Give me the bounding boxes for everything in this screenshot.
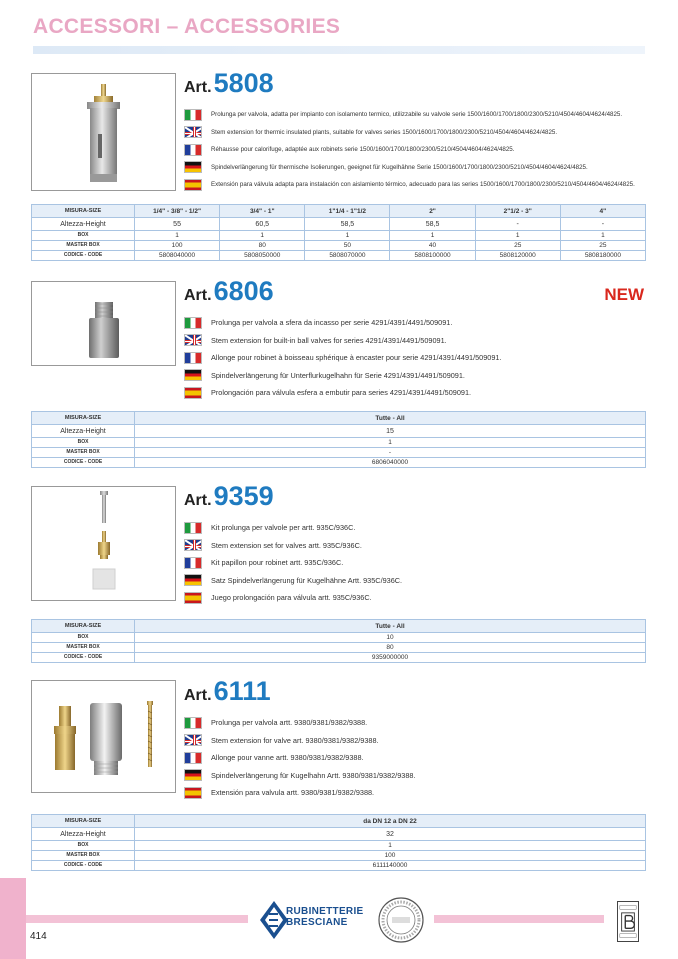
b-group-logo-icon xyxy=(617,901,639,942)
description-text: Spindelverlängerung für thermische Isolierungen, geeignet für Kugelhähne Serie 1500/1600/1700/1800/2300/5210/4504/4604/4624/4825. xyxy=(211,163,588,171)
art-label: Art. xyxy=(184,687,212,704)
table-cell: 4" xyxy=(560,205,645,218)
table-header-row xyxy=(32,815,646,828)
description-text: Prolongación para válvula esfera a embutir para series 4291/4391/4491/509091. xyxy=(211,388,472,398)
table-cell: BOX xyxy=(32,231,135,241)
new-badge: NEW xyxy=(604,285,644,304)
description-list xyxy=(184,519,402,607)
fr-flag-icon xyxy=(184,752,202,764)
description-row-de xyxy=(184,767,415,785)
table-cell: 5808050000 xyxy=(220,251,305,261)
description-text: Kit papillon pour robinet artt. 935C/936C. xyxy=(211,558,344,568)
es-flag-icon xyxy=(184,387,202,399)
description-text: Prolunga per valvola artt. 9380/9381/9382/9388. xyxy=(211,718,368,728)
de-flag-icon xyxy=(184,769,202,781)
table-cell: 100 xyxy=(135,851,646,861)
description-row-es xyxy=(184,176,635,194)
table-row xyxy=(32,861,646,871)
table-cell: 1 xyxy=(135,438,646,448)
table-row xyxy=(32,458,646,468)
table-cell: 1 xyxy=(475,231,560,241)
description-text: Allonge pour robinet à boisseau sphérique à encaster pour serie 4291/4391/4491/509091. xyxy=(211,353,502,363)
table-row xyxy=(32,438,646,448)
product-image-6806 xyxy=(31,281,176,366)
table-cell: MASTER BOX xyxy=(32,643,135,653)
table-cell: 2"1/2 - 3" xyxy=(475,205,560,218)
table-cell: MASTER BOX xyxy=(32,241,135,251)
table-row xyxy=(32,425,646,438)
table-cell: BOX xyxy=(32,841,135,851)
es-flag-icon xyxy=(184,787,202,799)
spec-table-9359 xyxy=(31,619,646,663)
article-number: 6806 xyxy=(213,276,274,306)
description-text: Stem extension for valve art. 9380/9381/9382/9388. xyxy=(211,735,379,745)
description-row-it xyxy=(184,314,501,332)
description-row-de xyxy=(184,367,501,385)
table-cell: BOX xyxy=(32,438,135,448)
it-flag-icon xyxy=(184,317,202,329)
description-row-it xyxy=(184,714,415,732)
uk-flag-icon xyxy=(184,734,202,746)
description-text: Prolunga per valvola, adatta per impianto con isolamento termico, utilizzabile su valvole serie 1500/1600/1700/1800/2300/5210/4504/4604/4624/4825. xyxy=(211,111,623,119)
table-cell: CODICE - CODE xyxy=(32,861,135,871)
table-cell: MISURA-SIZE xyxy=(32,205,135,218)
article-title xyxy=(184,676,271,707)
table-cell: - xyxy=(475,218,560,231)
table-cell: - xyxy=(560,218,645,231)
description-text: Spindelverlängerung für Kugelhahn Artt. 9380/9381/9382/9388. xyxy=(211,770,416,780)
table-cell: MISURA-SIZE xyxy=(32,412,135,425)
description-row-it xyxy=(184,519,402,537)
table-cell: CODICE - CODE xyxy=(32,251,135,261)
table-cell: MASTER BOX xyxy=(32,448,135,458)
fr-flag-icon xyxy=(184,352,202,364)
table-cell: - xyxy=(135,448,646,458)
description-row-en xyxy=(184,332,501,350)
description-row-fr xyxy=(184,141,635,159)
table-cell: 1"1/4 - 1"1/2 xyxy=(305,205,390,218)
table-cell: Altezza-Height xyxy=(32,218,135,231)
table-cell: Altezza-Height xyxy=(32,425,135,438)
spec-table-6806 xyxy=(31,411,646,468)
description-row-de xyxy=(184,572,402,590)
footer-stripe-right xyxy=(434,915,604,923)
description-row-it xyxy=(184,106,635,124)
brand-line-1: RUBINETTERIE xyxy=(286,906,364,917)
uk-flag-icon xyxy=(184,126,202,138)
description-text: Stem extension for thermic insulated plants, suitable for valves series 1500/1600/1700/1800/2300/5210/4504/4604/4624/4825. xyxy=(211,128,558,136)
table-row xyxy=(32,241,646,251)
it-flag-icon xyxy=(184,109,202,121)
es-flag-icon xyxy=(184,179,202,191)
art-label: Art. xyxy=(184,492,212,509)
table-cell: 80 xyxy=(135,643,646,653)
table-cell: 2" xyxy=(390,205,475,218)
table-cell: 9359000000 xyxy=(135,653,646,663)
it-flag-icon xyxy=(184,522,202,534)
product-image-5808 xyxy=(31,73,176,191)
description-text: Stem extension for built-in ball valves for series 4291/4391/4491/509091. xyxy=(211,335,447,345)
article-title xyxy=(184,481,274,512)
fr-flag-icon xyxy=(184,144,202,156)
table-cell: CODICE - CODE xyxy=(32,653,135,663)
description-row-en xyxy=(184,732,415,750)
table-cell: 58,5 xyxy=(305,218,390,231)
table-cell: MASTER BOX xyxy=(32,851,135,861)
description-list xyxy=(184,314,501,402)
table-cell: MISURA-SIZE xyxy=(32,815,135,828)
brand-line-2: BRESCIANE xyxy=(286,917,348,928)
product-image-9359 xyxy=(31,486,176,601)
description-row-de xyxy=(184,159,635,177)
fr-flag-icon xyxy=(184,557,202,569)
table-row xyxy=(32,448,646,458)
spec-table-5808 xyxy=(31,204,646,261)
table-header-row xyxy=(32,205,646,218)
de-flag-icon xyxy=(184,161,202,173)
description-row-es xyxy=(184,589,402,607)
description-text: Prolunga per valvola a sfera da incasso per serie 4291/4391/4491/509091. xyxy=(211,318,453,328)
table-header-row xyxy=(32,620,646,633)
es-flag-icon xyxy=(184,592,202,604)
table-cell: 60,5 xyxy=(220,218,305,231)
table-cell: 55 xyxy=(135,218,220,231)
table-cell: 100 xyxy=(135,241,220,251)
uk-flag-icon xyxy=(184,539,202,551)
table-cell: 5808120000 xyxy=(475,251,560,261)
description-row-fr xyxy=(184,554,402,572)
description-row-es xyxy=(184,384,501,402)
brand-name xyxy=(286,906,364,928)
page-number: 414 xyxy=(30,931,47,942)
article-number: 9359 xyxy=(213,481,274,511)
table-row xyxy=(32,841,646,851)
table-row xyxy=(32,828,646,841)
table-cell: 58,5 xyxy=(390,218,475,231)
spec-table-6111 xyxy=(31,814,646,871)
description-list xyxy=(184,714,415,802)
table-cell: 80 xyxy=(220,241,305,251)
table-cell: 5808180000 xyxy=(560,251,645,261)
table-cell: MISURA-SIZE xyxy=(32,620,135,633)
description-text: Allonge pour vanne artt. 9380/9381/9382/9388. xyxy=(211,753,364,763)
table-cell: 5808070000 xyxy=(305,251,390,261)
table-cell: 6806040000 xyxy=(135,458,646,468)
product-image-6111 xyxy=(31,680,176,793)
de-flag-icon xyxy=(184,574,202,586)
table-cell: 25 xyxy=(475,241,560,251)
table-cell: CODICE - CODE xyxy=(32,458,135,468)
footer-side-band xyxy=(0,878,26,959)
iso-certification-seal-icon xyxy=(377,896,425,944)
description-text: Extensión para valvula artt. 9380/9381/9382/9388. xyxy=(211,788,375,798)
table-cell: 40 xyxy=(390,241,475,251)
table-cell: 6111140000 xyxy=(135,861,646,871)
description-row-fr xyxy=(184,749,415,767)
table-cell: 1 xyxy=(135,231,220,241)
table-row xyxy=(32,633,646,643)
article-title xyxy=(184,68,274,99)
table-cell: 1/4" - 3/8" - 1/2" xyxy=(135,205,220,218)
title-underline-bar xyxy=(33,46,645,54)
table-cell: 15 xyxy=(135,425,646,438)
table-row xyxy=(32,231,646,241)
table-cell: 1 xyxy=(135,841,646,851)
table-cell: 1 xyxy=(390,231,475,241)
description-text: Kit prolunga per valvole per artt. 935C/936C. xyxy=(211,523,356,533)
footer-stripe-left xyxy=(26,915,248,923)
table-cell: Altezza-Height xyxy=(32,828,135,841)
description-text: Spindelverlängerung für Unterflurkugelhahn für Serie 4291/4391/4491/509091. xyxy=(211,370,465,380)
de-flag-icon xyxy=(184,369,202,381)
it-flag-icon xyxy=(184,717,202,729)
article-number: 6111 xyxy=(213,676,271,706)
description-row-en xyxy=(184,537,402,555)
table-row xyxy=(32,653,646,663)
table-row xyxy=(32,643,646,653)
description-row-es xyxy=(184,784,415,802)
page-title: ACCESSORI – ACCESSORIES xyxy=(33,15,341,38)
table-cell: 1 xyxy=(220,231,305,241)
table-row xyxy=(32,218,646,231)
table-cell: 1 xyxy=(560,231,645,241)
table-cell: Tutte - All xyxy=(135,412,646,425)
description-text: Stem extension set for valves artt. 935C/936C. xyxy=(211,540,362,550)
description-text: Réhausse pour calorifuge, adaptée aux robinets serie 1500/1600/1700/1800/2300/5210/4504/4604/4624/4825. xyxy=(211,146,515,154)
table-cell: 5808040000 xyxy=(135,251,220,261)
description-row-en xyxy=(184,124,635,142)
article-number: 5808 xyxy=(213,68,274,98)
table-cell: 1 xyxy=(305,231,390,241)
table-cell: 25 xyxy=(560,241,645,251)
table-row xyxy=(32,851,646,861)
table-cell: 3/4" - 1" xyxy=(220,205,305,218)
description-text: Juego prolongación para válvula artt. 935C/936C. xyxy=(211,593,372,603)
description-row-fr xyxy=(184,349,501,367)
table-header-row xyxy=(32,412,646,425)
description-text: Satz Spindelverlängerung für Kugelhähne Artt. 935C/936C. xyxy=(211,575,403,585)
article-title xyxy=(184,276,274,307)
table-cell: da DN 12 a DN 22 xyxy=(135,815,646,828)
table-row xyxy=(32,251,646,261)
art-label: Art. xyxy=(184,287,212,304)
table-cell: BOX xyxy=(32,633,135,643)
uk-flag-icon xyxy=(184,334,202,346)
description-list xyxy=(184,106,635,194)
table-cell: 5808100000 xyxy=(390,251,475,261)
art-label: Art. xyxy=(184,79,212,96)
description-text: Extensión para válvula adapta para instalación con aislamiento térmico, adecuado para las series 1500/1600/1700/1800/2300/5210/4504/4604/4624/4825. xyxy=(211,181,635,189)
table-cell: 32 xyxy=(135,828,646,841)
table-cell: 10 xyxy=(135,633,646,643)
table-cell: Tutte - All xyxy=(135,620,646,633)
table-cell: 50 xyxy=(305,241,390,251)
